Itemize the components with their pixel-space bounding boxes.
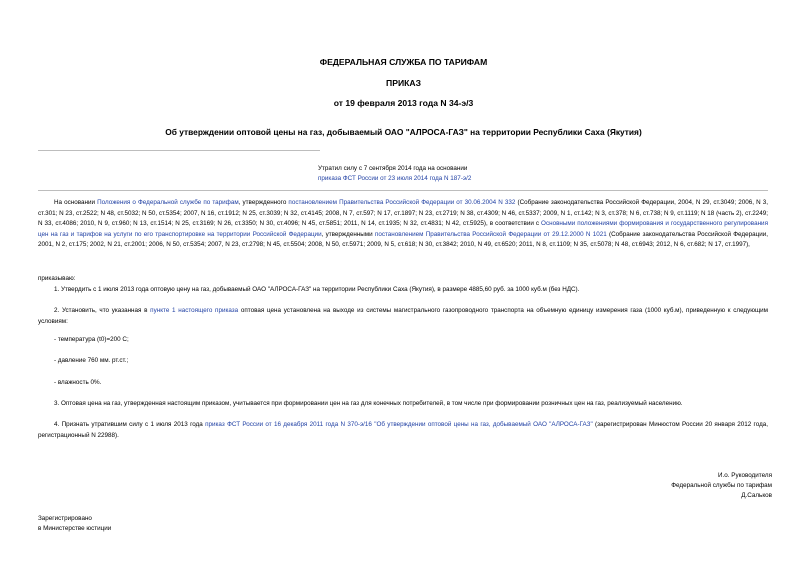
document-subject: Об утверждении оптовой цены на газ, добываемый ОАО "АЛРОСА-ГАЗ" на территории Республики Саха (Якутия): [165, 127, 642, 137]
preamble-paragraph: [38, 198, 768, 251]
condition-temperature: - температура (t0)=200 C;: [54, 336, 129, 343]
signature-block: [472, 471, 772, 500]
preamble-text: (Собрание законодательства Российской Федерации, 2004, N 29, ст.3049; 2006, N 3, ст.301; N 23, ст.2522; N 48, ст.5032; N 50, ст.5354; 2007, N 16, ст.1912; N 25, ст.3039; N 32, ст.4145; 2008, N 7, ст.597; N 17, ст.1897; N 23, ст.2719; N 38, ст.4309; N 46, ст.5337; 2009, N 1, ст.142; N 3, ст.378; N 6, ст.738; N 9, ст.1119; N 18 (часть 2), ст.2249; N 33, ст.4086; 2010, N 9, ст.960; N 13, ст.1514; N 25, ст.3169; N 26, ст.3350; N 30, ст.4096; N 45, ст.5851; 2011, N 14, ст.1935; N 32, ст.4831; N 42, ст.5925), в соответствии с: [38, 199, 768, 228]
link-fst-regulation[interactable]: Положения о Федеральной службе по тарифам: [97, 199, 239, 206]
item-2-text: оптовая цена установлена на выходе из системы магистрального газопроводного транспорта на объемную единицу измерения газа (1000 куб.м), приведенную к следующим условиям:: [38, 307, 769, 325]
condition-humidity: - влажность 0%.: [54, 379, 102, 386]
status-note: [318, 164, 471, 183]
item-4-text: (зарегистрирован Минюстом России 20 января 2012 года, регистрационный N 22988).: [38, 421, 768, 439]
condition-pressure: - давление 760 мм. рт.ст.;: [54, 357, 129, 364]
agency-title: ФЕДЕРАЛЬНАЯ СЛУЖБА ПО ТАРИФАМ: [319, 57, 488, 67]
link-basic-provisions[interactable]: Основными положениями формирования и государственного регулирования цен на газ и тарифов на услуги по его транспортировке на территории Российской Федерации: [38, 220, 768, 238]
registration-line: в Министерстве юстиции: [38, 524, 112, 532]
item-2-text: 2. Установить, что указанная в: [54, 307, 151, 314]
preamble-text: , утвержденными: [321, 230, 375, 238]
preamble-text: , утвержденного: [238, 199, 289, 206]
status-note-link[interactable]: приказа ФСТ России от 23 июля 2014 года N 187-э/2: [318, 174, 472, 182]
link-order-370[interactable]: приказ ФСТ России от 16 декабря 2011 года N 370-э/16 "Об утверждении оптовой цены на газ, добываемый ОАО "АЛРОСА-ГАЗ": [205, 421, 593, 428]
item-2: [38, 306, 768, 327]
document-type: ПРИКАЗ: [386, 78, 421, 88]
signatory-name: Д.Сальков: [741, 491, 772, 499]
signatory-title: И.о. Руководителя: [718, 472, 772, 479]
preamble-text: На основании: [54, 199, 98, 206]
item-4: [38, 420, 768, 441]
document-date-number: от 19 февраля 2013 года N 34-э/3: [333, 98, 474, 108]
signatory-agency: Федеральной службы по тарифам: [671, 481, 772, 489]
item-4-text: 4. Признать утратившим силу с 1 июля 2013 года: [54, 421, 206, 428]
divider-note: [38, 190, 768, 191]
item-3: 3. Оптовая цена на газ, утвержденная настоящим приказом, учитывается при формировании цен на газ для конечных потребителей, в том числе при формировании розничных цен на газ, реализуемый населению.: [54, 400, 683, 407]
orders-label: приказываю:: [38, 275, 76, 282]
item-1: 1. Утвердить с 1 июля 2013 года оптовую цену на газ, добываемый ОАО "АЛРОСА-ГАЗ" на территории Республики Саха (Якутия), в размере 4885,60 руб. за 1000 куб.м (без НДС).: [54, 286, 580, 293]
preamble-text: (Собрание законодательства Российской Федерации, 2001, N 2, ст.175; 2002, N 21, ст.2001; 2006, N 50, ст.5354; 2007, N 23, ст.2798; N 45, ст.5504; 2008, N 50, ст.5971; 2009, N 5, ст.618; N 30, ст.3842; 2010, N 49, ст.6520; 2011, N 8, ст.1109; N 35, ст.5078; N 48, ст.6943; 2012, N 6, ст.682; N 17, ст.1997),: [38, 230, 768, 249]
divider-top: [38, 150, 320, 151]
link-resolution-332[interactable]: постановлением Правительства Российской Федерации от 30.06.2004 N 332: [288, 199, 516, 206]
registration-line: Зарегистрировано: [38, 515, 92, 522]
status-note-text: Утратил силу с 7 сентября 2014 года на основании: [318, 165, 468, 172]
registration-note: [38, 514, 111, 534]
link-item-1[interactable]: пункте 1 настоящего приказа: [150, 307, 239, 314]
link-resolution-1021[interactable]: постановлением Правительства Российской Федерации от 29.12.2000 N 1021: [374, 230, 607, 238]
